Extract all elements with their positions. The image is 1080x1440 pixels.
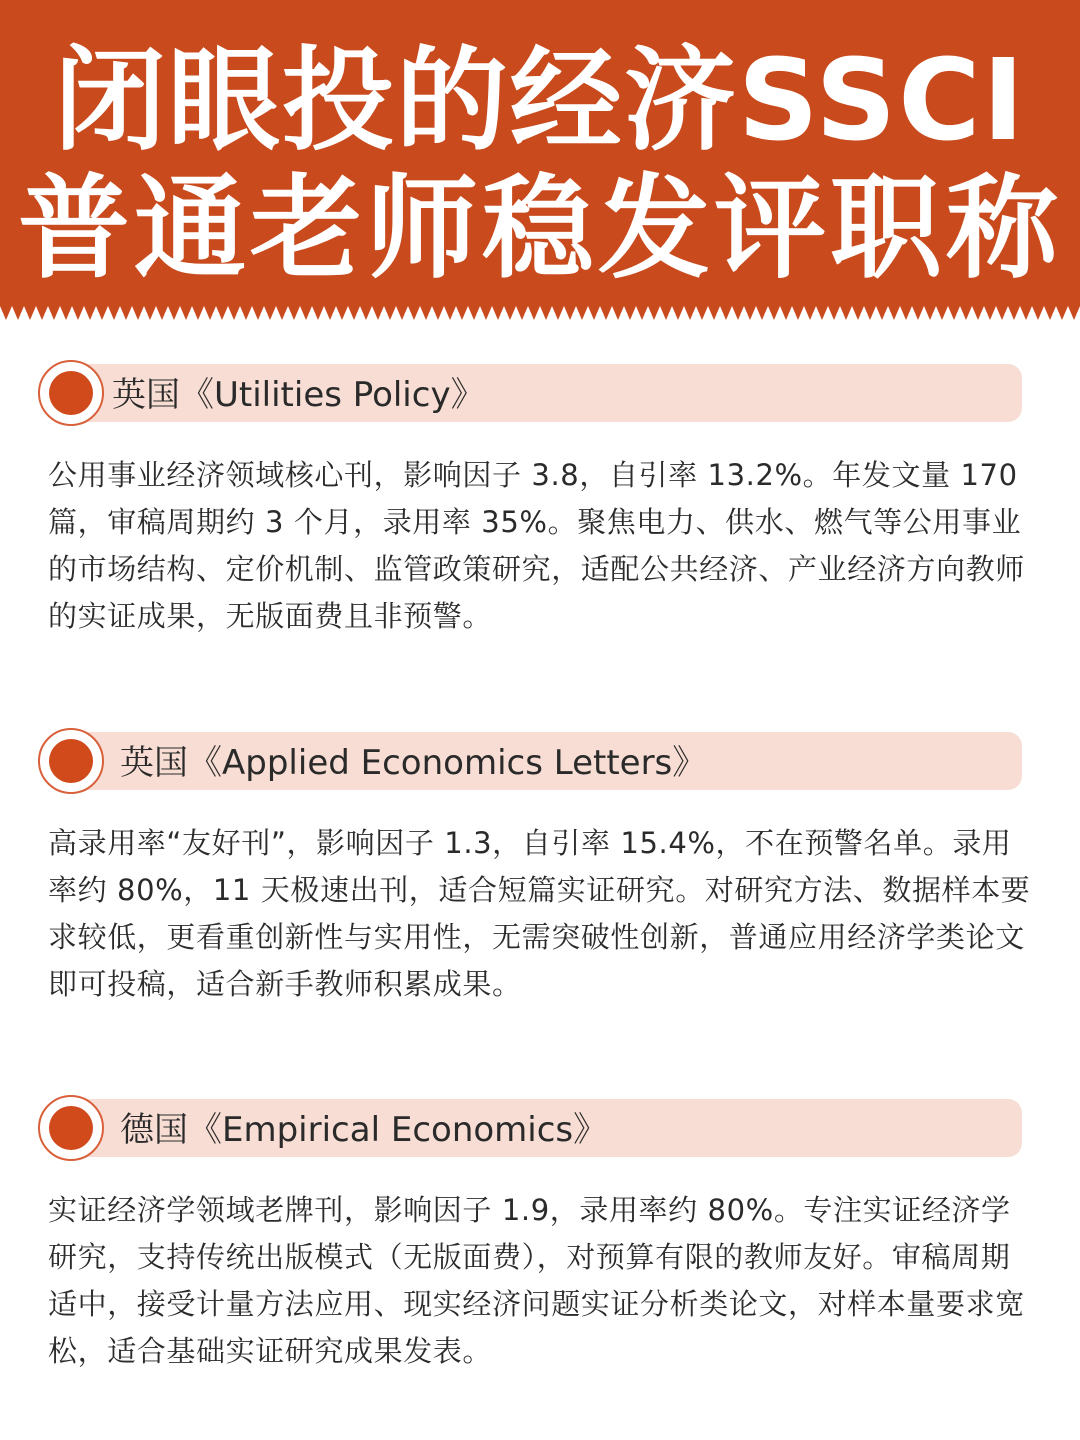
- journal-title: 英国《Applied Economics Letters》: [120, 743, 707, 783]
- page-title-line-2: 普通老师稳发评职称: [18, 164, 1062, 294]
- journal-description: 公用事业经济领域核心刊，影响因子 3.8，自引率 13.2%。年发文量 170 篇，审稿周期约 3 个月，录用率 35%。聚焦电力、供水、燃气等公用事业的市场结构、定价机制、监管政策研究，适配公共经济、产业经济方向教师的实证成果，无版面费且非预警。: [48, 458, 1025, 633]
- bullet-circle-icon: [38, 360, 104, 426]
- journal-title: 德国《Empirical Economics》: [120, 1110, 608, 1150]
- bullet-circle-icon: [38, 1095, 104, 1161]
- header-banner: [0, 0, 1080, 322]
- journal-description: 实证经济学领域老牌刊，影响因子 1.9，录用率约 80%。专注实证经济学研究，支持传统出版模式（无版面费），对预算有限的教师友好。审稿周期适中，接受计量方法应用、现实经济问题实证分析类论文，对样本量要求宽松，适合基础实证研究成果发表。: [48, 1193, 1025, 1368]
- page-title-line-1: 闭眼投的经济SSCI: [53, 36, 1027, 166]
- journal-title: 英国《Utilities Policy》: [112, 375, 485, 415]
- bullet-circle-icon: [38, 728, 104, 794]
- journal-description: 高录用率“友好刊”，影响因子 1.3，自引率 15.4%，不在预警名单。录用率约 80%，11 天极速出刊，适合短篇实证研究。对研究方法、数据样本要求较低，更看重创新性与实用性，无需突破性创新，普通应用经济学类论文即可投稿，适合新手教师积累成果。: [48, 826, 1031, 1001]
